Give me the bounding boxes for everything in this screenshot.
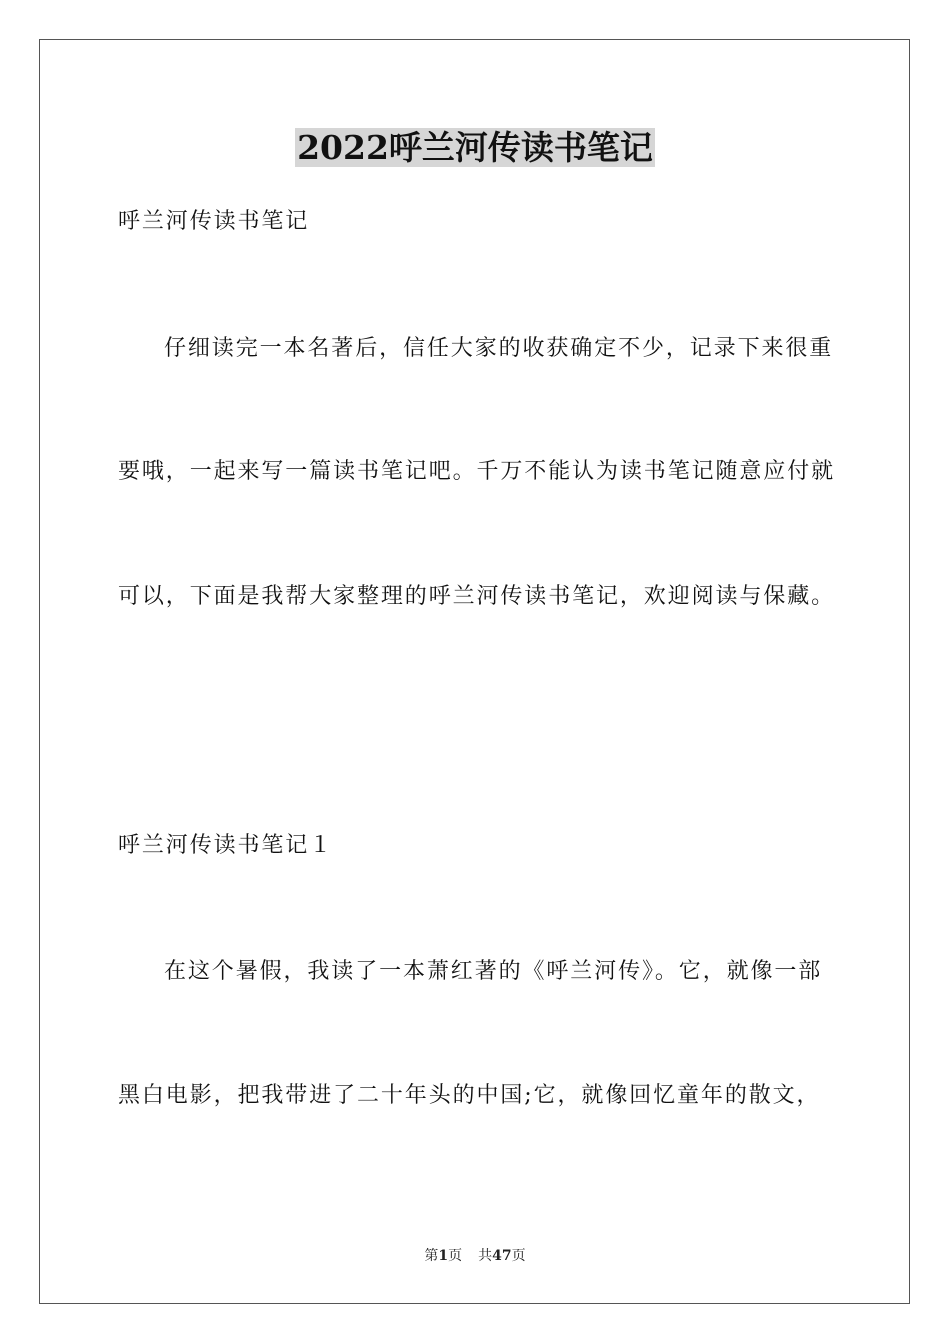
section-1-paragraph-line-1: 在这个暑假，我读了一本萧红著的《呼兰河传》。它，就像一部 xyxy=(164,959,823,984)
footer-total-suffix: 页 xyxy=(511,1248,526,1264)
document-title xyxy=(0,126,950,170)
page-footer xyxy=(0,1247,950,1265)
document-title-text: 2022呼兰河传读书笔记 xyxy=(297,128,653,167)
intro-paragraph-line-1: 仔细读完一本名著后，信任大家的收获确定不少，记录下来很重 xyxy=(164,336,834,361)
footer-page-prefix: 第 xyxy=(424,1248,439,1264)
footer-current-page: 1 xyxy=(438,1248,449,1264)
document-subtitle: 呼兰河传读书笔记 xyxy=(118,209,310,234)
intro-paragraph-line-3: 可以，下面是我帮大家整理的呼兰河传读书笔记，欢迎阅读与保藏。 xyxy=(118,584,836,609)
section-1-heading: 呼兰河传读书笔记１ xyxy=(118,833,334,858)
intro-paragraph-line-2: 要哦，一起来写一篇读书笔记吧。千万不能认为读书笔记随意应付就 xyxy=(118,459,836,484)
footer-page-suffix: 页 xyxy=(448,1248,463,1264)
footer-total-prefix: 共 xyxy=(478,1248,493,1264)
footer-total-pages: 47 xyxy=(492,1248,512,1264)
section-1-paragraph-line-2: 黑白电影，把我带进了二十年头的中国;它，就像回忆童年的散文， xyxy=(118,1083,821,1108)
